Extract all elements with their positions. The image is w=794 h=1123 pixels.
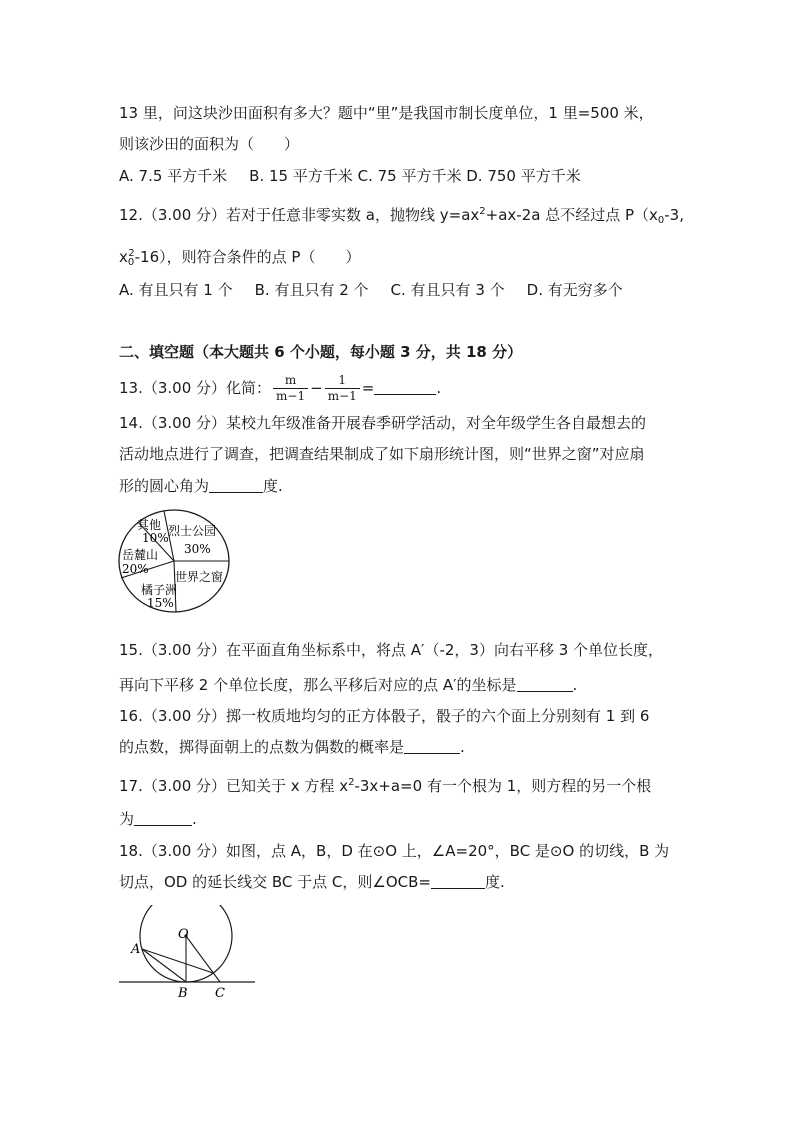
segment-ad	[142, 949, 213, 973]
q12-line2	[119, 244, 360, 273]
pie-label-juzi: 橘子洲	[141, 583, 178, 597]
q13-frac2-den: m−1	[327, 389, 357, 403]
q15-answer-blank[interactable]	[517, 676, 573, 692]
q14-answer-blank[interactable]	[209, 477, 263, 493]
pie-chart	[115, 505, 240, 620]
q12-line1	[119, 202, 684, 231]
pie-label-lieshi-pct: 30%	[184, 542, 211, 556]
q12-options	[119, 280, 623, 300]
q16-end: .	[460, 738, 465, 756]
segment-oc	[186, 936, 220, 982]
q16-line1: 16.（3.00 分）掷一枚质地均匀的正方体骰子，骰子的六个面上分别刻有 1 到 6	[119, 707, 650, 725]
q13-minus: −	[310, 379, 323, 397]
q15-line1: 15.（3.00 分）在平面直角坐标系中，将点 A′（-2，3）向右平移 3 个单位长度，	[119, 641, 664, 659]
section-heading: 二、填空题（本大题共 6 个小题，每小题 3 分，共 18 分）	[119, 343, 523, 361]
q16-line2	[119, 737, 465, 757]
q12-option-d: D. 有无穷多个	[526, 281, 623, 299]
q12-option-a: A. 有且只有 1 个	[119, 281, 233, 299]
label-c: C	[215, 986, 225, 1001]
q13-frac1-den: m−1	[276, 389, 306, 403]
label-o: O	[178, 927, 189, 942]
q14-text: 形的圆心角为	[119, 477, 210, 495]
q13-end: .	[436, 379, 442, 397]
q12-sup: 2	[479, 206, 486, 217]
q17-end: .	[192, 810, 197, 828]
q12-sup-2: 2	[128, 248, 135, 259]
label-b: B	[178, 986, 188, 1001]
q12-sub-2: 0	[127, 257, 135, 268]
pie-label-yuelu-pct: 20%	[122, 562, 149, 576]
q17-line2	[119, 809, 197, 829]
q12-option-b: B. 有且只有 2 个	[254, 281, 369, 299]
pie-label-qita: 其他	[137, 518, 162, 532]
q18-answer-blank[interactable]	[431, 873, 485, 889]
q13-fraction-2	[325, 373, 360, 404]
q12-option-c: C. 有且只有 3 个	[390, 281, 505, 299]
q17-answer-blank[interactable]	[134, 810, 192, 826]
label-a: A	[131, 942, 141, 957]
pie-label-yuelu: 岳麓山	[122, 548, 159, 562]
q14-line1: 14.（3.00 分）某校九年级准备开展春季研学活动，对全年级学生各自最想去的	[119, 414, 647, 432]
q15-text: 再向下平移 2 个单位长度，那么平移后对应的点 A′的坐标是	[119, 676, 517, 694]
q17-sup: 2	[348, 777, 355, 788]
q14-end: 度.	[263, 477, 283, 495]
q12-text-b: +ax-2a 总不经过点 P（x	[485, 206, 658, 224]
q13-fraction-1	[273, 373, 308, 404]
q13-prefix: 13.（3.00 分）化简：	[119, 379, 272, 397]
q13-frac1-num: m	[273, 373, 308, 389]
pie-label-qita-pct: 10%	[142, 531, 169, 545]
q12-text-x: x	[119, 248, 128, 266]
circle-tangent-figure	[115, 905, 260, 1005]
q11-options	[119, 166, 581, 186]
q18-line2	[119, 872, 505, 892]
q15-line2	[119, 675, 577, 695]
q15-end: .	[572, 676, 578, 694]
pie-label-lieshi: 烈士公园	[168, 524, 217, 538]
q17-text-a: 17.（3.00 分）已知关于 x 方程 x	[119, 777, 349, 795]
q11-line2: 则该沙田的面积为（ ）	[119, 135, 300, 153]
q17-line1	[119, 773, 651, 796]
q12-sub: 0	[657, 215, 665, 226]
q17-text-b: -3x+a=0 有一个根为 1，则方程的另一个根	[354, 777, 652, 795]
q18-line1: 18.（3.00 分）如图，点 A，B，D 在⊙O 上，∠A=20°，BC 是⊙O 的切线，B 为	[119, 842, 670, 860]
q11-option-bcd: B. 15 平方千米 C. 75 平方千米 D. 750 平方千米	[249, 167, 581, 185]
q18-text: 切点，OD 的延长线交 BC 于点 C，则∠OCB=	[119, 873, 431, 891]
q14-line3	[119, 476, 283, 496]
q17-text: 为	[119, 810, 135, 828]
q13-equals: =	[361, 379, 375, 397]
q16-text: 的点数，掷得面朝上的点数为偶数的概率是	[119, 738, 405, 756]
q11-line1: 13 里，问这块沙田面积有多大？题中“里”是我国市制长度单位，1 里=500 米，	[119, 104, 654, 122]
q16-answer-blank[interactable]	[404, 738, 460, 754]
q13	[119, 372, 441, 404]
pie-label-shijie: 世界之窗	[175, 570, 224, 584]
q12-text-d: -16），则符合条件的点 P（ ）	[134, 248, 361, 266]
pie-label-juzi-pct: 15%	[147, 596, 174, 610]
q11-option-a: A. 7.5 平方千米	[119, 167, 228, 185]
q12-text-a: 12.（3.00 分）若对于任意非零实数 a，抛物线 y=ax	[119, 206, 480, 224]
q18-end: 度.	[485, 873, 505, 891]
q14-line2: 活动地点进行了调查，把调查结果制成了如下扇形统计图，则“世界之窗”对应扇	[119, 445, 645, 463]
q13-answer-blank[interactable]	[374, 379, 436, 395]
q13-frac2-num: 1	[325, 373, 360, 389]
q12-text-c: -3,	[664, 206, 684, 224]
